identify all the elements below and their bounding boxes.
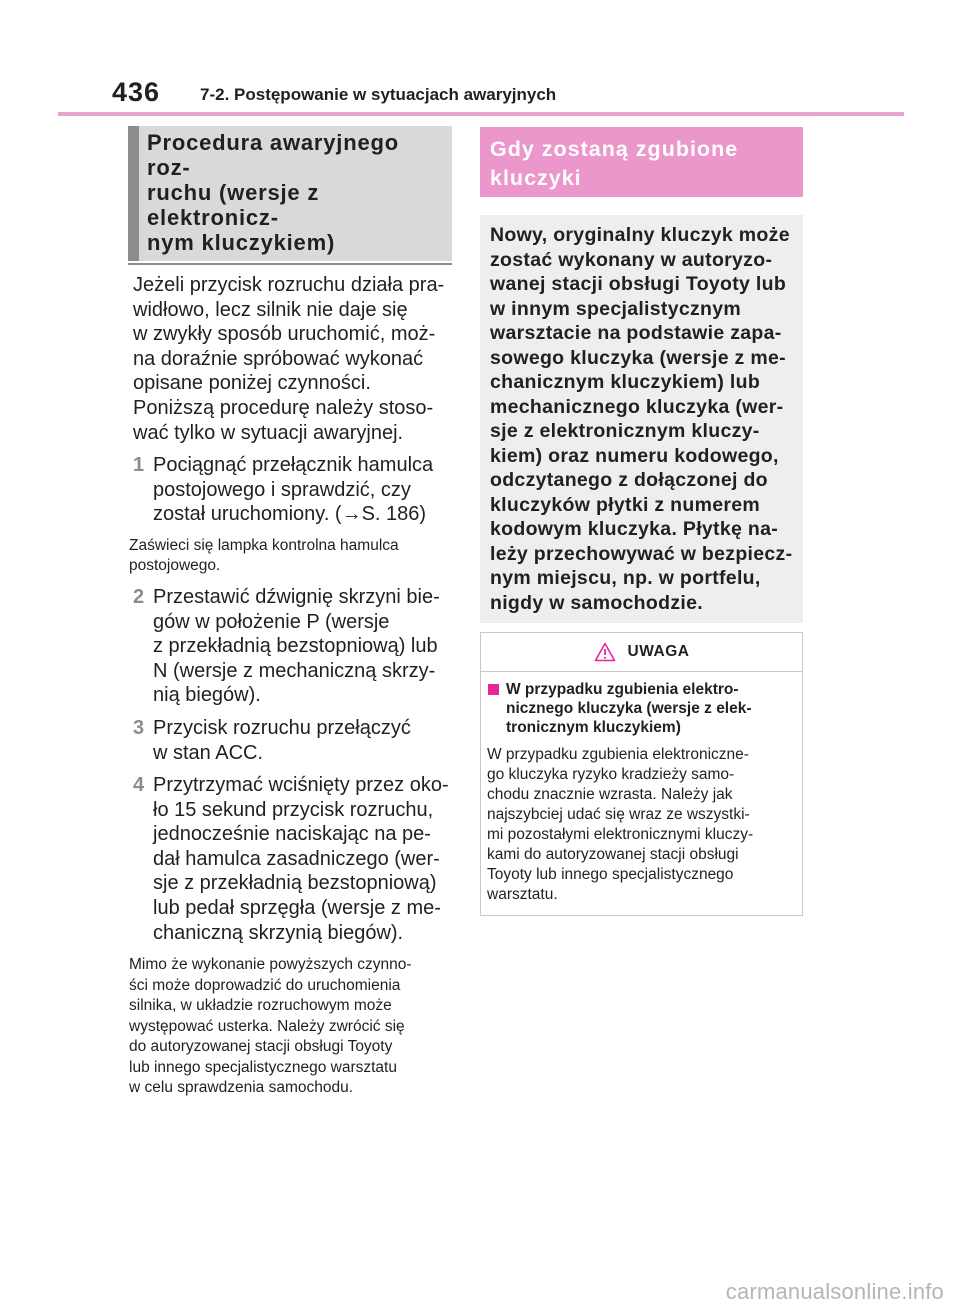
step-item	[133, 716, 452, 765]
warning-body	[481, 672, 802, 915]
info-line: nigdy w samochodzie.	[490, 591, 703, 614]
section-title-line: ruchu (wersje z elektronicz-	[147, 180, 320, 230]
warning-text-line: chodu znacznie wzrasta. Należy jak	[487, 786, 733, 803]
info-line: leży przechowywać w bezpiecz-	[490, 542, 793, 565]
info-line: kiem) oraz numeru kodowego,	[490, 444, 779, 467]
warning-text-line: kami do autoryzowanej stacji obsługi	[487, 846, 739, 863]
intro-line: Poniższą procedurę należy stoso-	[133, 396, 434, 419]
intro-line: Jeżeli przycisk rozruchu działa pra-	[133, 274, 445, 296]
note-line: lub innego specjalistycznego warsztatu	[129, 1058, 397, 1076]
info-line: w innym specjalistycznym	[490, 297, 742, 320]
warning-text-line: W przypadku zgubienia elektroniczne-	[487, 746, 749, 763]
step-list	[128, 453, 452, 945]
note-line: w celu sprawdzenia samochodu.	[129, 1079, 354, 1097]
warning-subtitle-line: nicznego kluczyka (wersje z elek-	[506, 700, 752, 717]
warning-subtitle	[487, 680, 792, 737]
warning-text-line: najszybciej udać się wraz ze wszystki-	[487, 806, 750, 823]
info-line: kodowym kluczyka. Płytkę na-	[490, 518, 779, 540]
info-line: sowego kluczyka (wersje z me-	[490, 346, 786, 369]
warning-triangle-icon	[594, 642, 616, 662]
step-line: sje z przekładnią bezstopniową)	[153, 872, 437, 895]
page-number: 436	[112, 77, 161, 107]
step-line: lub pedał sprzęgła (wersje z me-	[153, 897, 441, 920]
section-title-line: Gdy zostaną zgubione	[490, 137, 739, 161]
section-title-rule	[128, 263, 452, 265]
step-number: 1	[133, 454, 145, 477]
step-number: 2	[133, 585, 145, 608]
warning-subtitle-text	[506, 680, 752, 737]
info-line: odczytanego z dołączonej do	[490, 469, 768, 491]
right-column	[480, 127, 803, 916]
step-line: został uruchomiony. (→S. 186)	[153, 503, 427, 526]
note-line: silnika, w układzie rozruchowym może	[129, 997, 392, 1015]
step-line: ło 15 sekund przycisk rozruchu,	[153, 798, 434, 821]
intro-line: opisane poniżej czynności.	[133, 372, 371, 395]
step-text	[153, 585, 452, 708]
watermark: carmanualsonline.info	[725, 1279, 944, 1304]
info-line: sje z elektronicznym kluczy-	[490, 420, 760, 442]
intro-line: na doraźnie spróbować wykonać	[133, 347, 424, 370]
info-line: kluczyków płytki z numerem	[490, 493, 761, 516]
warning-text	[487, 745, 792, 905]
note-line: Zaświeci się lampka kontrolna hamulca	[129, 536, 399, 554]
warning-subtitle-line: tronicznym kluczykiem)	[506, 719, 681, 736]
info-line: nym miejscu, np. w portfelu,	[490, 567, 761, 589]
note-line: ści może doprowadzić do uruchomienia	[129, 976, 401, 994]
section-title-line: kluczyki	[490, 166, 582, 190]
note-line: postojowego.	[129, 557, 221, 575]
section-title-line: nym kluczykiem)	[147, 230, 336, 255]
pink-square-bullet-icon	[488, 684, 499, 695]
lost-keys-info-box	[480, 215, 803, 623]
note-line: do autoryzowanej stacji obsługi Toyoty	[129, 1038, 393, 1056]
step-note	[129, 536, 452, 577]
step-line: z przekładnią bezstopniową) lub	[153, 635, 438, 658]
step-line: jednocześnie naciskając na pe-	[153, 823, 431, 846]
warning-title: UWAGA	[627, 643, 690, 660]
step-line: nią biegów).	[153, 684, 261, 707]
intro-line: w zwykły sposób uruchomić, moż-	[133, 323, 436, 346]
note-line: występować usterka. Należy zwrócić się	[129, 1017, 405, 1035]
info-line: warsztacie na podstawie zapa-	[490, 322, 782, 344]
step-line: w stan ACC.	[153, 741, 264, 764]
warning-subtitle-line: W przypadku zgubienia elektro-	[506, 681, 739, 698]
info-line: zostać wykonany w autoryzo-	[490, 248, 773, 271]
warning-text-line: warsztatu.	[487, 886, 558, 903]
final-note	[129, 955, 452, 1099]
step-text	[153, 716, 452, 765]
warning-text-line: go kluczyka ryzyko kradzieży samo-	[487, 766, 735, 783]
intro-line: wać tylko w sytuacji awaryjnej.	[133, 421, 404, 444]
step-text	[153, 773, 452, 945]
step-line: Przytrzymać wciśnięty przez oko-	[153, 774, 449, 797]
step-line: Przycisk rozruchu przełączyć	[153, 716, 411, 739]
section-title-line: Procedura awaryjnego roz-	[147, 130, 399, 180]
step-line: postojowego i sprawdzić, czy	[153, 478, 411, 501]
step-line: dał hamulca zasadniczego (wer-	[153, 847, 440, 870]
note-line: Mimo że wykonanie powyższych czynno-	[129, 956, 412, 974]
info-line: mechanicznego kluczyka (wer-	[490, 395, 784, 418]
info-line: Nowy, oryginalny kluczyk może	[490, 224, 790, 246]
step-item	[133, 585, 452, 708]
step-line: Przestawić dźwignię skrzyni bie-	[153, 585, 440, 608]
step-line: gów w położenie P (wersje	[153, 610, 390, 633]
step-item	[133, 453, 452, 527]
warning-text-line: mi pozostałymi elektronicznymi kluczy-	[487, 826, 754, 843]
chapter-title: 7-2. Postępowanie w sytuacjach awaryjnych	[200, 85, 557, 104]
intro-line: widłowo, lecz silnik nie daje się	[133, 298, 408, 321]
step-text	[153, 453, 452, 527]
left-column	[128, 126, 452, 1099]
info-line: wanej stacji obsługi Toyoty lub	[490, 273, 787, 295]
intro-paragraph	[133, 273, 452, 445]
warning-box	[480, 632, 803, 916]
step-line: N (wersje z mechaniczną skrzy-	[153, 659, 436, 682]
step-number: 3	[133, 716, 145, 739]
info-line: chanicznym kluczykiem) lub	[490, 371, 761, 393]
section-title-lost-keys	[480, 127, 803, 197]
step-item	[133, 773, 452, 945]
step-line: Pociągnąć przełącznik hamulca	[153, 454, 434, 477]
section-title-emergency-start	[128, 126, 452, 261]
header-divider	[58, 112, 904, 116]
warning-text-line: Toyoty lub innego specjalistycznego	[487, 866, 734, 883]
step-number: 4	[133, 774, 145, 797]
step-line: chaniczną skrzynią biegów).	[153, 921, 404, 944]
warning-header	[481, 633, 802, 672]
